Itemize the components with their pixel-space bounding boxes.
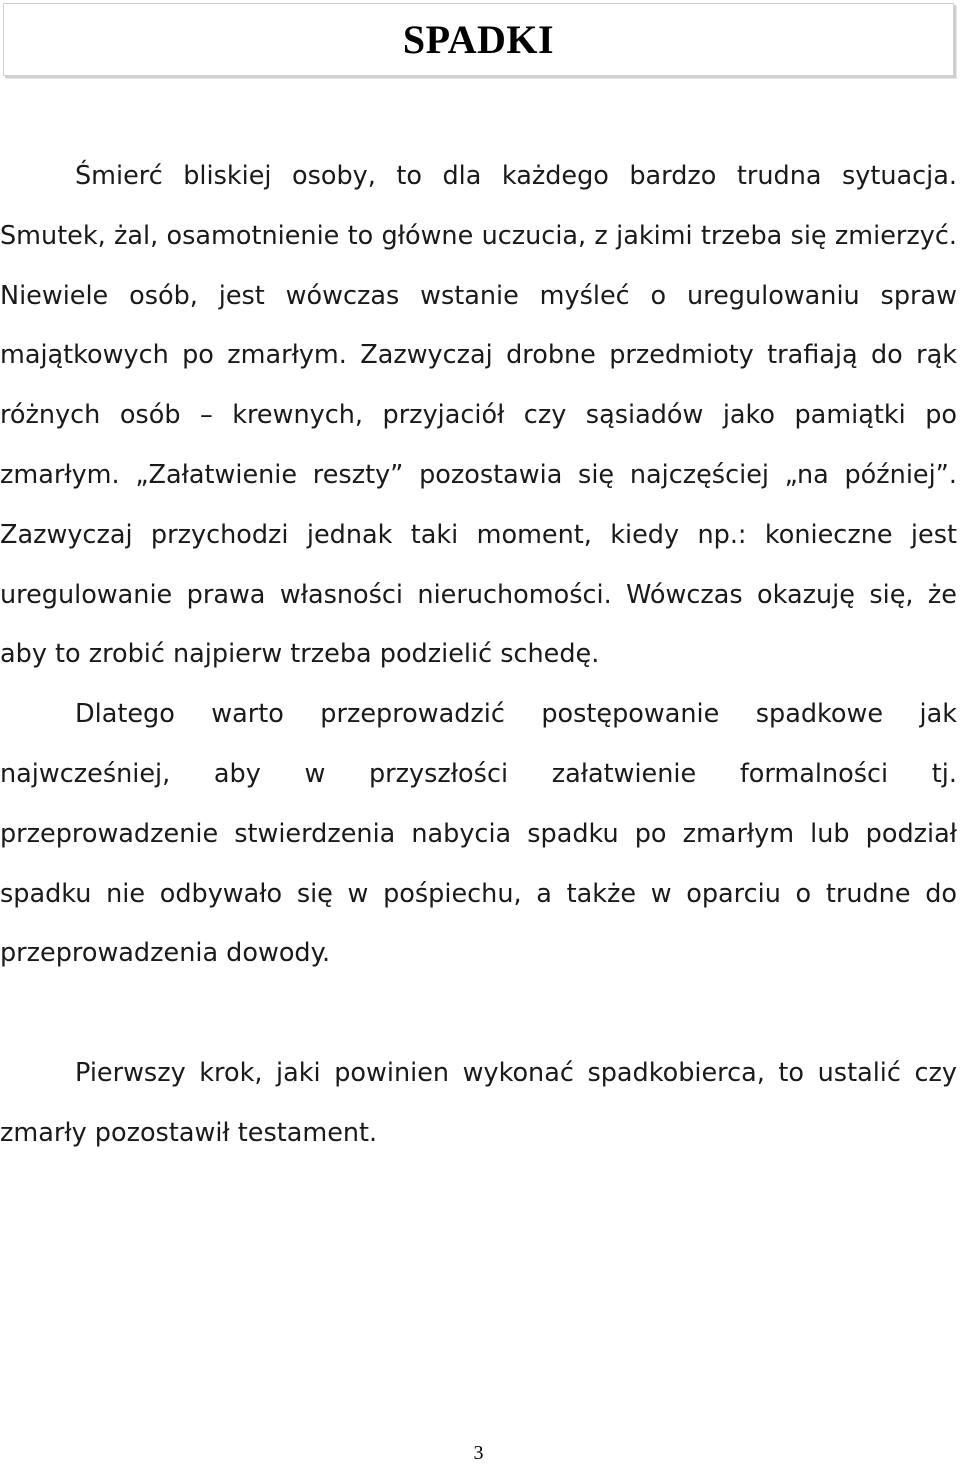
document-body [0,147,957,1164]
paragraph-first-step: Pierwszy krok, jaki powinien wykonać spadkobierca, to ustalić czy zmarły pozostawił testament. [0,1058,957,1148]
paragraph-spacer [0,984,957,1044]
paragraph-recommendation: Dlatego warto przeprowadzić postępowanie spadkowe jak najwcześniej, aby w przyszłości załatwienie formalności tj. przeprowadzenie stwierdzenia nabycia spadku po zmarłym lub podział spadku nie odbywało się w pośpiechu, a także w oparciu o trudne do przeprowadzenia dowody. [0,699,957,969]
title-box [3,3,954,76]
page-number: 3 [473,1442,484,1464]
page-title: SPADKI [402,17,555,62]
paragraph-intro: Śmierć bliskiej osoby, to dla każdego bardzo trudna sytuacja. Smutek, żal, osamotnienie to główne uczucia, z jakimi trzeba się zmierzyć. Niewiele osób, jest wówczas wstanie myśleć o uregulowaniu spraw majątkowych po zmarłym. Zazwyczaj drobne przedmioty trafiają do rąk różnych osób – krewnych, przyjaciół czy sąsiadów jako pamiątki po zmarłym. „Załatwienie reszty” pozostawia się najczęściej „na później”. Zazwyczaj przychodzi jednak taki moment, kiedy np.: konieczne jest uregulowanie prawa własności nieruchomości. Wówczas okazuję się, że aby to zrobić najpierw trzeba podzielić schedę. [0,161,957,670]
